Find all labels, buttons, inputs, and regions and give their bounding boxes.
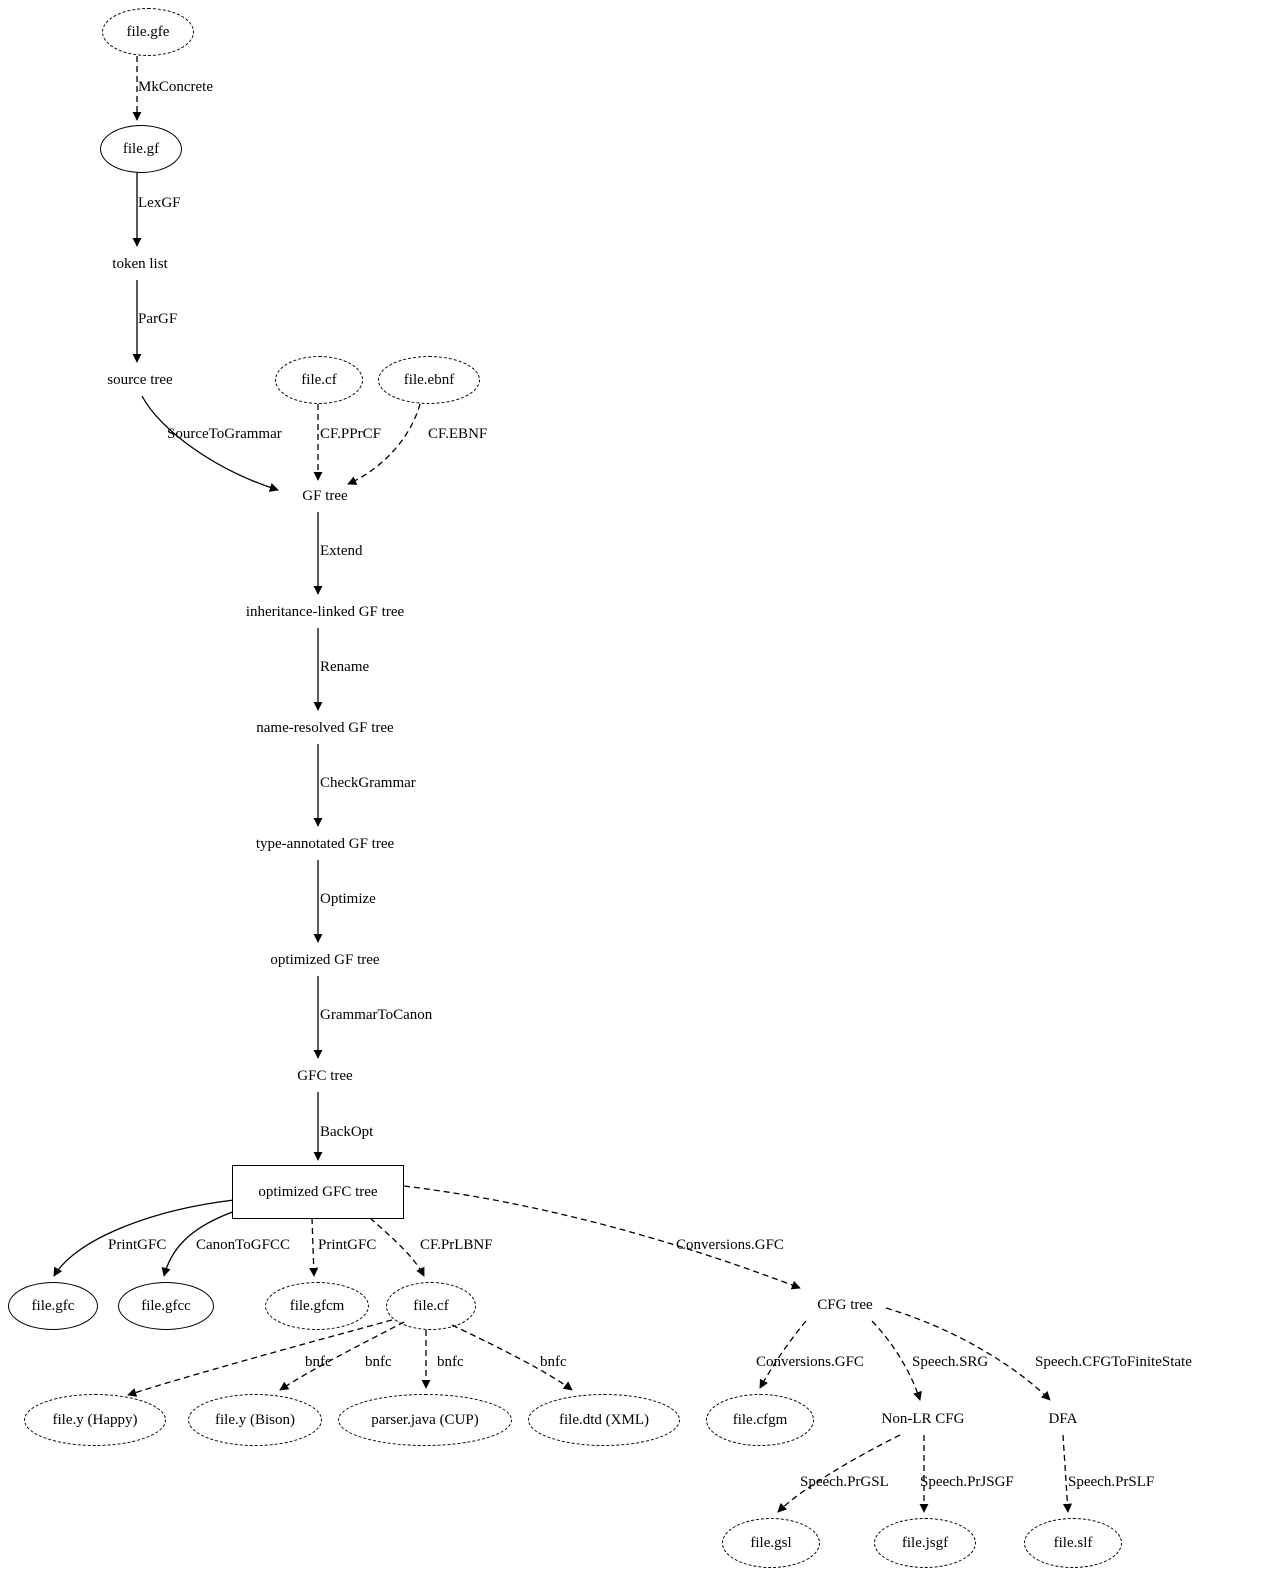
node-file-cfgm[interactable] bbox=[706, 1394, 814, 1446]
edge-label-speech-cfgtofinitestate: Speech.CFGToFiniteState bbox=[1035, 1354, 1192, 1370]
edge-label-grammartocanon: GrammarToCanon bbox=[320, 1007, 433, 1023]
edge-filecf-happy bbox=[128, 1320, 392, 1395]
node-label: name-resolved GF tree bbox=[256, 719, 394, 736]
node-optimized-gf-tree[interactable] bbox=[248, 948, 402, 972]
edge-label-conversions-gfc-2: Conversions.GFC bbox=[756, 1354, 864, 1370]
node-label: file.cf bbox=[301, 371, 337, 388]
node-file-cf-mid[interactable] bbox=[386, 1282, 476, 1330]
edge-label-printgfc-1: PrintGFC bbox=[108, 1237, 167, 1253]
edge-label-speech-prslf: Speech.PrSLF bbox=[1068, 1474, 1155, 1490]
edge-label-mkconcrete: MkConcrete bbox=[138, 79, 213, 95]
edge-label-lexgf: LexGF bbox=[138, 195, 181, 211]
node-label: token list bbox=[112, 255, 168, 272]
node-file-gf[interactable] bbox=[100, 125, 182, 173]
node-file-dtd-xml[interactable] bbox=[528, 1394, 680, 1446]
node-label: file.jsgf bbox=[901, 1534, 949, 1551]
node-file-gsl[interactable] bbox=[722, 1518, 820, 1568]
edge-label-optimize: Optimize bbox=[320, 891, 376, 907]
node-dfa[interactable] bbox=[1036, 1407, 1090, 1431]
node-file-ebnf[interactable] bbox=[378, 356, 480, 404]
edge-sourcetree-gftree bbox=[142, 396, 278, 490]
edge-optgfc-filecf bbox=[370, 1218, 424, 1276]
edge-label-backopt: BackOpt bbox=[320, 1124, 374, 1140]
node-label: file.gfcc bbox=[141, 1297, 191, 1314]
node-file-cf-top[interactable] bbox=[275, 356, 363, 404]
node-token-list[interactable] bbox=[92, 252, 188, 276]
node-file-gfc[interactable] bbox=[8, 1282, 98, 1330]
node-file-y-happy[interactable] bbox=[24, 1394, 166, 1446]
node-gfc-tree[interactable] bbox=[278, 1064, 372, 1088]
node-label: type-annotated GF tree bbox=[255, 835, 395, 852]
edge-label-conversions-gfc-1: Conversions.GFC bbox=[676, 1237, 784, 1253]
node-file-gfcc[interactable] bbox=[118, 1282, 214, 1330]
node-label: parser.java (CUP) bbox=[371, 1411, 479, 1428]
edge-label-extend: Extend bbox=[320, 543, 363, 559]
edge-label-cf-prlbnf: CF.PrLBNF bbox=[420, 1237, 493, 1253]
node-label: inheritance-linked GF tree bbox=[245, 603, 405, 620]
node-label: optimized GFC tree bbox=[258, 1183, 378, 1200]
node-file-y-bison[interactable] bbox=[188, 1394, 322, 1446]
node-label: file.ebnf bbox=[403, 371, 455, 388]
node-label: GFC tree bbox=[297, 1067, 353, 1084]
node-label: file.y (Bison) bbox=[215, 1411, 295, 1428]
edge-label-rename: Rename bbox=[320, 659, 370, 675]
edge-label-bnfc-2: bnfc bbox=[365, 1354, 392, 1370]
node-label: file.cf bbox=[413, 1297, 449, 1314]
edge-label-cf-ebnf: CF.EBNF bbox=[428, 426, 488, 442]
node-file-gfcm[interactable] bbox=[265, 1282, 369, 1330]
edge-label-speech-prjsgf: Speech.PrJSGF bbox=[920, 1474, 1014, 1490]
node-gf-tree[interactable] bbox=[285, 484, 365, 508]
node-optimized-gfc-tree[interactable] bbox=[232, 1165, 404, 1219]
node-inheritance-linked-gf-tree[interactable] bbox=[216, 600, 434, 624]
node-label: file.slf bbox=[1053, 1534, 1093, 1551]
edge-label-printgfc-2: PrintGFC bbox=[318, 1237, 377, 1253]
node-label: file.cfgm bbox=[732, 1411, 788, 1428]
edge-label-pargf: ParGF bbox=[138, 311, 178, 327]
node-label: source tree bbox=[107, 371, 173, 388]
node-label: optimized GF tree bbox=[270, 951, 380, 968]
edge-label-checkgrammar: CheckGrammar bbox=[320, 775, 416, 791]
node-file-jsgf[interactable] bbox=[874, 1518, 976, 1568]
edge-label-speech-prgsl: Speech.PrGSL bbox=[800, 1474, 889, 1490]
node-source-tree[interactable] bbox=[88, 368, 192, 392]
node-cfg-tree[interactable] bbox=[800, 1293, 890, 1317]
edge-label-sourcetogrammar: SourceToGrammar bbox=[167, 426, 282, 442]
node-label: file.dtd (XML) bbox=[559, 1411, 649, 1428]
edge-label-cf-pprcf: CF.PPrCF bbox=[320, 426, 381, 442]
node-label: CFG tree bbox=[817, 1296, 873, 1313]
edge-label-canontogfcc: CanonToGFCC bbox=[196, 1237, 290, 1253]
edge-label-bnfc-4: bnfc bbox=[540, 1354, 567, 1370]
node-label: file.gf bbox=[122, 140, 160, 157]
node-label: Non-LR CFG bbox=[881, 1410, 965, 1427]
node-label: file.gfe bbox=[126, 23, 170, 40]
node-label: file.gsl bbox=[750, 1534, 792, 1551]
edge-label-bnfc-1: bnfc bbox=[305, 1354, 332, 1370]
node-file-slf[interactable] bbox=[1024, 1518, 1122, 1568]
node-label: GF tree bbox=[302, 487, 348, 504]
node-name-resolved-gf-tree[interactable] bbox=[228, 716, 422, 740]
edge-fileebnf-gftree bbox=[348, 404, 420, 484]
node-parser-java-cup[interactable] bbox=[338, 1394, 512, 1446]
edge-label-bnfc-3: bnfc bbox=[437, 1354, 464, 1370]
node-label: file.gfcm bbox=[289, 1297, 345, 1314]
edge-label-speech-srg: Speech.SRG bbox=[912, 1354, 989, 1370]
edge-optgfc-filegfcm bbox=[312, 1218, 314, 1276]
node-non-lr-cfg[interactable] bbox=[862, 1407, 984, 1431]
node-file-gfe[interactable] bbox=[102, 8, 194, 56]
node-type-annotated-gf-tree[interactable] bbox=[228, 832, 422, 856]
node-label: DFA bbox=[1048, 1410, 1078, 1427]
node-label: file.gfc bbox=[31, 1297, 75, 1314]
node-label: file.y (Happy) bbox=[52, 1411, 138, 1428]
